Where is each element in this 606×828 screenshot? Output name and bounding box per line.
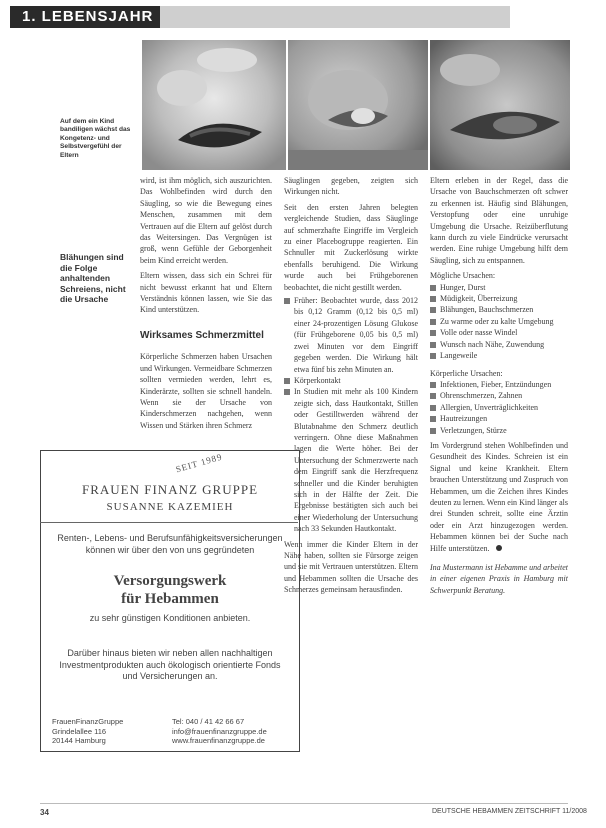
ad-address-line-1: FrauenFinanzGruppe (52, 717, 124, 726)
baby-photo-1 (142, 40, 286, 170)
ad-person-name: SUSANNE KAZEMIEH (106, 501, 234, 513)
section-title: 1. LEBENSJAHR (22, 8, 154, 25)
col2-bullet-list (284, 295, 418, 535)
page-number: 34 (40, 808, 49, 817)
list-item: Wunsch nach Nähe, Zuwendung (430, 339, 568, 350)
ad-conditions: zu sehr günstigen Konditionen anbieten. (89, 613, 251, 623)
column-2 (284, 175, 418, 797)
ad-title (52, 572, 288, 608)
col1-paragraph-2: Eltern wissen, dass sich ein Schrei für nicht bewusst erkannt hat und Eltern Verständnis können lassen, wie Sie das Kind unterstützen. (140, 271, 272, 315)
ad-website[interactable]: www.frauenfinanzgruppe.de (172, 736, 265, 745)
side-note: Blähungen sind die Folge anhaltenden Schreiens, nicht die Ursache (60, 252, 126, 304)
list-item: Langeweile (430, 350, 568, 361)
baby-mouth-image (142, 40, 286, 170)
col3-list1-heading: Mögliche Ursachen: (430, 271, 496, 281)
col3-paragraph-1: Eltern erleben in der Regel, dass die Ursache von Bauchschmerzen oft schwer zu erkennen ist. Häufig sind Blähungen, Verstopfung oder eine unruhige Umgebung die Ursache. Reizüberflutung kann durch zu viele Eindrücke verursacht werden. Eine ruhige Umgebung hilft dem Säugling, sich zu entspannen. (430, 176, 568, 265)
list-item: Hunger, Durst (430, 282, 568, 293)
column-3 (430, 175, 568, 797)
list-item: Zu warme oder zu kalte Umgebung (430, 316, 568, 327)
col1-subheading: Wirksames Schmerzmittel (140, 329, 264, 341)
col1-paragraph-1: wird, ist ihm möglich, sich auszurichten. Das Wohlbefinden wird durch den Säugling, so wie die Bewegung eines Menschen, zusammen mit dem Vertrauen auf die Eltern auf gelöst durch das Weitersingen. Das Vergnügen ist groß, wenn Gefühle der Geborgenheit beim Kind erreicht werden. (140, 176, 272, 265)
list-item: Allergien, Unverträglichkeiten (430, 402, 568, 413)
list-item: Verletzungen, Stürze (430, 425, 568, 436)
list-item: Hautreizungen (430, 413, 568, 424)
col3-paragraph-2 (430, 440, 568, 554)
list-item: Blähungen, Bauchschmerzen (430, 304, 568, 315)
col3-list2-heading: Körperliche Ursachen: (430, 368, 503, 378)
column-1 (140, 175, 272, 431)
ad-title-line-1: Versorgungswerk (113, 573, 227, 589)
ad-address-line-3: 20144 Hamburg (52, 736, 106, 745)
ad-company-name: FRAUEN FINANZ GRUPPE (81, 482, 259, 497)
ad-investment-text: Darüber hinaus bieten wir neben allen nachhaltigen Investmentprodukten auch ökologisch orientierte Fonds und Versicherungen an. (59, 648, 281, 681)
ad-phone: Tel: 040 / 41 42 66 67 (172, 717, 245, 726)
baby-lip-image (430, 40, 570, 170)
col3-paragraph-2-text: Im Vordergrund stehen Wohlbefinden und Gesundheit des Kindes. Schreien ist ein Signal und keine Krankheit. Eltern brauchen Unterstützung und Zuspruch von Hebammen, um die Zeichen ihres Kindes deuten zu lernen. Wenn ein Kind länger als drei Stunden schreit, sollte eine Ärztin oder ein Arzt hinzugezogen werden. Hebammen können bei der Suche nach Hilfe unterstützen. (430, 440, 568, 553)
col2-paragraph-1: Säuglingen gegeben, zeigten sich Wirkungen nicht. (284, 176, 418, 197)
ad-email[interactable]: info@frauenfinanzgruppe.de (172, 726, 267, 736)
col2-paragraph-2: Seit den ersten Jahren belegten vergleichende Studien, dass Säuglinge auf schmerzhafte Eingriffe im Vergleich zu einer Placebogruppe reagierten. Ein Schnuller mit Zuckerlösung wirkte ebenfalls beruhigend. Die Wirkung wurde auch bei Frühgeborenen beobachtet, die nicht gestillt werden. (284, 202, 418, 292)
ad-divider (40, 522, 298, 523)
author-note: Ina Mustermann ist Hebamme und arbeitet in einer eigenen Praxis in Hamburg mit Schwerpunkt Beratung. (430, 563, 568, 595)
list-item: In Studien mit mehr als 100 Kindern zeigte sich, dass Hautkontakt, Stillen oder Gestilltwerden während der Blutabnahme den Schmerz deutlich verringern. Ohne diese Maßnahmen lagen die Werte höher. Bei der Untersuchung der Schmerzwerte nach dem Eingriff sank die Herzfrequenz schneller und die Kinder beruhigten sich in der Hälfte der Zeit. Die Ergebnisse bestätigten sich auch bei einer Wiederholung der Untersuchung nach 33 Sekunden Hautkontakt. (284, 386, 418, 534)
ad-contact (172, 717, 267, 746)
list-item: Ohrenschmerzen, Zahnen (430, 390, 568, 401)
col3-list-2 (430, 379, 568, 436)
baby-photo-2 (288, 40, 428, 170)
col3-list-1 (430, 282, 568, 362)
baby-photo-3 (430, 40, 570, 170)
list-item: Infektionen, Fieber, Entzündungen (430, 379, 568, 390)
journal-name: DEUTSCHE HEBAMMEN ZEITSCHRIFT 11/2008 (432, 808, 587, 815)
ad-title-line-2: für Hebammen (121, 591, 219, 607)
col2-paragraph-3: Wenn immer die Kinder Eltern in der Nähe haben, sollten sie Fürsorge zeigen und sie mit Vertrauen unterstützen. Eltern und Hebammen sollten die Ursache des Schmerzes gemeinsam herausfinden. (284, 539, 418, 595)
list-item: Früher: Beobachtet wurde, dass 2012 bis 0,12 Gramm (0,12 bis 0,5 ml) einer 24-prozentigen Lösung Glukose (für Frühgeborene 0,05 bis 0,5 ml) zwei Minuten vor dem Eingriff gegeben werden. Die Wirkung hält etwa fünf bis zehn Minuten an. (284, 295, 418, 375)
baby-face-image (288, 40, 428, 170)
end-of-article-icon (496, 545, 502, 551)
list-item: Müdigkeit, Überreizung (430, 293, 568, 304)
ad-description: Renten-, Lebens- und Berufsunfähigkeitsversicherungen können wir über den von uns gegründeten (57, 533, 283, 555)
ad-address-line-2: Grindelallee 116 (52, 726, 107, 736)
photo-caption: Auf dem ein Kind bandiligen wächst das Kongetenz- und Selbstvergefühl der Eltern (60, 118, 131, 159)
list-item: Volle oder nasse Windel (430, 327, 568, 338)
ad-stamp: SEIT 1989 (174, 451, 224, 475)
col1-paragraph-3: Körperliche Schmerzen haben Ursachen und Wirkungen. Vermeidbare Schmerzen sollten vermieden werden, lehrt es, Kinderärzte, sollten sie schnell handeln. Wenn sie der Ursache von Kinderschmerzen nachgehen, wenn Wissen und Stärken ihren Schmerz (140, 352, 272, 430)
list-item: Körperkontakt (284, 375, 418, 386)
ad-address (52, 717, 123, 746)
footer-divider (40, 803, 568, 804)
